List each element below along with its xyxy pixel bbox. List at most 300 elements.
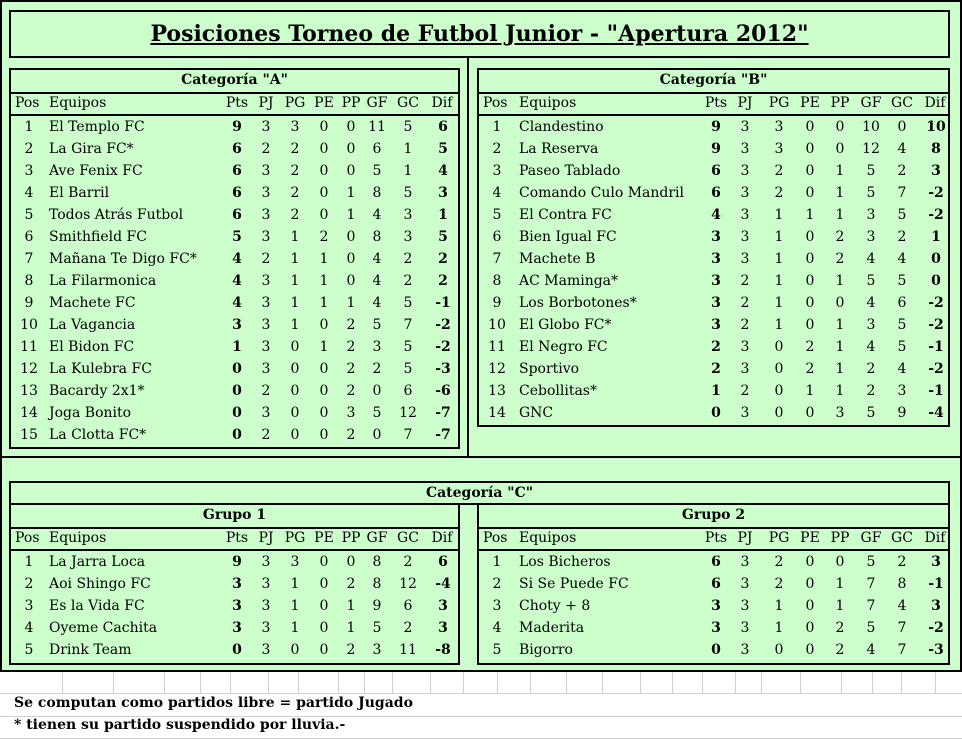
cell-pts: 3 xyxy=(711,251,721,267)
table-row xyxy=(11,336,458,358)
category-b-title: Categoría "B" xyxy=(479,70,948,94)
cell-gf: 2 xyxy=(372,361,382,377)
cell-pos: 11 xyxy=(488,339,506,355)
cell-pos: 1 xyxy=(492,119,502,135)
cell-equipos: La Kulebra FC xyxy=(49,361,152,377)
cell-pos: 10 xyxy=(20,317,38,333)
cell-gf: 12 xyxy=(862,141,880,157)
table-row xyxy=(11,292,458,314)
cell-gf: 4 xyxy=(372,251,382,267)
cell-pts: 6 xyxy=(711,554,721,570)
cell-pj: 3 xyxy=(740,554,750,570)
cell-pe: 1 xyxy=(805,207,815,223)
cell-equipos: Los Bicheros xyxy=(519,554,611,570)
cell-pts: 9 xyxy=(232,554,242,570)
cell-pg: 1 xyxy=(290,620,300,636)
cell-pts: 3 xyxy=(232,576,242,592)
table-row xyxy=(479,204,948,226)
cell-equipos: El Contra FC xyxy=(519,207,612,223)
cell-equipos: El Bidon FC xyxy=(49,339,135,355)
grid-line xyxy=(935,672,936,694)
column-header-pe: PE xyxy=(800,530,820,546)
column-header-dif: Dif xyxy=(431,530,453,546)
cell-pos: 14 xyxy=(20,405,38,421)
column-header-pos: Pos xyxy=(15,530,40,546)
cell-dif: -7 xyxy=(435,405,451,421)
cell-pts: 0 xyxy=(232,361,242,377)
cell-pg: 0 xyxy=(290,383,300,399)
category-a-title: Categoría "A" xyxy=(11,70,458,94)
cell-pj: 3 xyxy=(740,339,750,355)
cell-dif: 3 xyxy=(931,554,941,570)
cell-pe: 0 xyxy=(319,185,329,201)
cell-dif: 3 xyxy=(438,598,448,614)
cell-pe: 0 xyxy=(319,405,329,421)
divider-vertical-ab xyxy=(467,58,469,456)
cell-pg: 0 xyxy=(774,361,784,377)
cell-gf: 4 xyxy=(866,295,876,311)
column-header-equipos: Equipos xyxy=(519,530,577,546)
cell-gc: 5 xyxy=(897,317,907,333)
cell-equipos: Cebollitas* xyxy=(519,383,597,399)
cell-gc: 7 xyxy=(897,185,907,201)
cell-gf: 5 xyxy=(866,554,876,570)
cell-equipos: El Barril xyxy=(49,185,110,201)
cell-dif: 3 xyxy=(931,598,941,614)
grid-line xyxy=(901,672,902,694)
cell-dif: -1 xyxy=(928,339,944,355)
cell-gf: 5 xyxy=(372,405,382,421)
cell-gc: 4 xyxy=(897,361,907,377)
cell-pg: 2 xyxy=(290,207,300,223)
column-header-pg: PG xyxy=(284,530,306,546)
grid-line xyxy=(640,672,641,694)
column-header-pts: Pts xyxy=(704,530,728,546)
cell-gf: 7 xyxy=(866,598,876,614)
cell-equipos: Mañana Te Digo FC* xyxy=(49,251,197,267)
cell-pos: 7 xyxy=(24,251,34,267)
cell-pp: 0 xyxy=(346,251,356,267)
cell-pp: 1 xyxy=(835,598,845,614)
cell-gc: 6 xyxy=(897,295,907,311)
cell-pg: 2 xyxy=(774,163,784,179)
cell-gc: 3 xyxy=(403,229,413,245)
cell-equipos: Comando Culo Mandril xyxy=(519,185,685,201)
cell-pts: 4 xyxy=(232,273,242,289)
cell-pts: 5 xyxy=(232,229,242,245)
cell-pg: 1 xyxy=(290,251,300,267)
cell-pos: 14 xyxy=(488,405,506,421)
cell-pos: 7 xyxy=(492,251,502,267)
cell-gf: 4 xyxy=(866,251,876,267)
cell-pp: 0 xyxy=(835,554,845,570)
cell-gc: 7 xyxy=(897,642,907,658)
cell-pts: 2 xyxy=(711,361,721,377)
cell-pos: 12 xyxy=(20,361,38,377)
cell-pos: 2 xyxy=(492,576,502,592)
table-row xyxy=(479,380,948,402)
cell-pe: 0 xyxy=(319,554,329,570)
table-row xyxy=(11,314,458,336)
cell-equipos: La Reserva xyxy=(519,141,599,157)
cell-pe: 0 xyxy=(319,642,329,658)
cell-gf: 4 xyxy=(372,207,382,223)
cell-equipos: AC Maminga* xyxy=(519,273,619,289)
cell-gf: 5 xyxy=(372,620,382,636)
cell-pe: 0 xyxy=(805,317,815,333)
cell-pp: 2 xyxy=(346,361,356,377)
column-header-gc: GC xyxy=(397,530,419,546)
cell-pj: 3 xyxy=(740,185,750,201)
cell-pg: 2 xyxy=(774,576,784,592)
column-header-pg: PG xyxy=(768,95,790,111)
cell-pts: 0 xyxy=(232,383,242,399)
cell-pts: 4 xyxy=(711,207,721,223)
table-row xyxy=(11,380,458,402)
cell-dif: 10 xyxy=(926,119,946,135)
cell-pe: 0 xyxy=(319,163,329,179)
cell-pts: 3 xyxy=(232,598,242,614)
table-row xyxy=(11,639,458,661)
cell-gc: 5 xyxy=(897,207,907,223)
cell-pj: 3 xyxy=(740,163,750,179)
cell-pos: 3 xyxy=(492,163,502,179)
cell-gc: 2 xyxy=(403,273,413,289)
cell-pg: 1 xyxy=(290,317,300,333)
column-header-row xyxy=(11,527,458,551)
table-row xyxy=(11,116,458,138)
cell-pj: 3 xyxy=(261,405,271,421)
cell-dif: 3 xyxy=(438,620,448,636)
cell-pe: 0 xyxy=(319,207,329,223)
grid-line xyxy=(62,672,63,694)
cell-pp: 2 xyxy=(346,383,356,399)
table-row xyxy=(11,551,458,573)
cell-pts: 3 xyxy=(232,317,242,333)
cell-gf: 11 xyxy=(368,119,386,135)
cell-pj: 3 xyxy=(740,229,750,245)
cell-gf: 8 xyxy=(372,229,382,245)
cell-dif: -2 xyxy=(928,317,944,333)
cell-pp: 1 xyxy=(835,361,845,377)
cell-dif: -2 xyxy=(928,361,944,377)
cell-dif: -1 xyxy=(928,576,944,592)
cell-pos: 9 xyxy=(24,295,34,311)
cell-gc: 2 xyxy=(403,620,413,636)
cell-gf: 2 xyxy=(866,383,876,399)
cell-equipos: Joga Bonito xyxy=(49,405,132,421)
cell-gf: 4 xyxy=(866,642,876,658)
cell-pp: 0 xyxy=(346,229,356,245)
cell-pe: 1 xyxy=(319,251,329,267)
cell-pg: 0 xyxy=(290,339,300,355)
table-row xyxy=(11,573,458,595)
table-row xyxy=(479,292,948,314)
column-header-pe: PE xyxy=(800,95,820,111)
column-header-pj: PJ xyxy=(258,530,274,546)
cell-pp: 0 xyxy=(346,273,356,289)
cell-pts: 0 xyxy=(232,427,242,443)
cell-gf: 0 xyxy=(372,427,382,443)
cell-dif: 3 xyxy=(438,185,448,201)
column-header-pts: Pts xyxy=(225,530,249,546)
table-row xyxy=(11,358,458,380)
cell-gf: 8 xyxy=(372,185,382,201)
cell-pos: 11 xyxy=(20,339,38,355)
cell-pts: 6 xyxy=(232,207,242,223)
cell-pos: 5 xyxy=(24,207,34,223)
cell-equipos: Smithfield FC xyxy=(49,229,147,245)
cell-pts: 4 xyxy=(232,295,242,311)
cell-gc: 2 xyxy=(897,229,907,245)
cell-pe: 0 xyxy=(319,141,329,157)
cell-pj: 3 xyxy=(740,642,750,658)
cell-pos: 2 xyxy=(24,141,34,157)
cell-dif: 5 xyxy=(438,229,448,245)
cell-pts: 0 xyxy=(711,642,721,658)
cell-pg: 2 xyxy=(290,141,300,157)
cell-pp: 1 xyxy=(835,339,845,355)
cell-pp: 1 xyxy=(346,598,356,614)
cell-pg: 0 xyxy=(774,383,784,399)
cell-gc: 2 xyxy=(403,251,413,267)
cell-gc: 5 xyxy=(403,361,413,377)
cell-pe: 0 xyxy=(805,554,815,570)
category-c-title: Categoría "C" xyxy=(425,485,534,501)
column-header-row xyxy=(479,92,948,116)
cell-pp: 1 xyxy=(835,273,845,289)
cell-pp: 1 xyxy=(835,383,845,399)
cell-gc: 2 xyxy=(897,163,907,179)
cell-gf: 4 xyxy=(372,273,382,289)
column-header-dif: Dif xyxy=(924,530,946,546)
column-header-gc: GC xyxy=(891,530,913,546)
cell-equipos: Los Borbotones* xyxy=(519,295,637,311)
cell-gf: 5 xyxy=(866,273,876,289)
column-header-row xyxy=(11,92,458,116)
cell-pos: 1 xyxy=(492,554,502,570)
cell-pe: 0 xyxy=(319,317,329,333)
table-row xyxy=(11,424,458,446)
cell-pe: 0 xyxy=(319,427,329,443)
cell-pj: 3 xyxy=(261,620,271,636)
column-header-pp: PP xyxy=(830,530,850,546)
cell-pts: 6 xyxy=(711,163,721,179)
cell-dif: 0 xyxy=(931,273,941,289)
cell-pos: 8 xyxy=(24,273,34,289)
cell-dif: -2 xyxy=(928,207,944,223)
grid-line xyxy=(497,672,498,694)
cell-pp: 2 xyxy=(346,339,356,355)
table-row xyxy=(479,160,948,182)
column-header-pts: Pts xyxy=(225,95,249,111)
cell-pe: 0 xyxy=(805,119,815,135)
cell-pp: 1 xyxy=(346,295,356,311)
grid-line xyxy=(0,693,962,694)
cell-dif: 6 xyxy=(438,119,448,135)
cell-dif: 0 xyxy=(931,251,941,267)
cell-pj: 3 xyxy=(261,185,271,201)
table-row xyxy=(11,595,458,617)
cell-dif: 1 xyxy=(931,229,941,245)
cell-pg: 0 xyxy=(774,642,784,658)
cell-gc: 5 xyxy=(403,119,413,135)
cell-pos: 1 xyxy=(24,554,34,570)
column-header-gf: GF xyxy=(366,95,388,111)
cell-pg: 0 xyxy=(290,405,300,421)
cell-pj: 3 xyxy=(740,251,750,267)
cell-dif: 3 xyxy=(931,163,941,179)
cell-pj: 3 xyxy=(261,576,271,592)
cell-pg: 0 xyxy=(774,339,784,355)
cell-pp: 2 xyxy=(835,620,845,636)
cell-dif: 1 xyxy=(438,207,448,223)
cell-pos: 5 xyxy=(24,642,34,658)
column-header-pj: PJ xyxy=(258,95,274,111)
cell-gc: 6 xyxy=(403,383,413,399)
cell-equipos: La Jarra Loca xyxy=(49,554,146,570)
cell-equipos: Bacardy 2x1* xyxy=(49,383,145,399)
table-row xyxy=(479,551,948,573)
grid-line xyxy=(735,672,736,694)
cell-pe: 0 xyxy=(805,273,815,289)
cell-pj: 2 xyxy=(261,141,271,157)
column-header-row xyxy=(479,527,948,551)
cell-pj: 2 xyxy=(261,427,271,443)
cell-pp: 2 xyxy=(835,251,845,267)
cell-pe: 1 xyxy=(319,295,329,311)
cell-gc: 1 xyxy=(403,141,413,157)
cell-pts: 3 xyxy=(711,620,721,636)
cell-equipos: Choty + 8 xyxy=(519,598,591,614)
column-header-pj: PJ xyxy=(737,95,753,111)
grid-line xyxy=(200,672,201,694)
cell-pos: 2 xyxy=(492,141,502,157)
cell-gf: 8 xyxy=(372,576,382,592)
cell-dif: -2 xyxy=(435,317,451,333)
table-row xyxy=(479,573,948,595)
cell-pp: 1 xyxy=(346,185,356,201)
grid-line xyxy=(364,672,365,694)
group-1-table xyxy=(9,503,460,665)
cell-gf: 8 xyxy=(372,554,382,570)
cell-pts: 9 xyxy=(711,141,721,157)
grid-line xyxy=(0,738,962,739)
cell-gf: 9 xyxy=(372,598,382,614)
cell-equipos: Ave Fenix FC xyxy=(49,163,143,179)
cell-gf: 5 xyxy=(372,317,382,333)
cell-pj: 3 xyxy=(740,361,750,377)
cell-pj: 3 xyxy=(261,207,271,223)
cell-pj: 3 xyxy=(740,119,750,135)
table-row xyxy=(479,639,948,661)
cell-pos: 5 xyxy=(492,642,502,658)
grid-line xyxy=(800,672,801,694)
cell-pj: 3 xyxy=(261,317,271,333)
cell-gc: 2 xyxy=(403,554,413,570)
table-row xyxy=(479,182,948,204)
cell-pe: 0 xyxy=(805,620,815,636)
cell-dif: 6 xyxy=(438,554,448,570)
cell-pp: 0 xyxy=(835,119,845,135)
cell-pe: 0 xyxy=(805,576,815,592)
table-row xyxy=(11,182,458,204)
cell-pos: 10 xyxy=(488,317,506,333)
cell-dif: -1 xyxy=(435,295,451,311)
cell-pj: 2 xyxy=(261,383,271,399)
cell-pj: 3 xyxy=(261,163,271,179)
table-row xyxy=(11,617,458,639)
cell-pp: 3 xyxy=(346,405,356,421)
cell-pj: 3 xyxy=(740,405,750,421)
cell-gc: 3 xyxy=(403,207,413,223)
cell-dif: -6 xyxy=(435,383,451,399)
group-2-title: Grupo 2 xyxy=(479,505,948,529)
cell-pts: 3 xyxy=(711,273,721,289)
cell-gc: 5 xyxy=(403,185,413,201)
cell-pg: 3 xyxy=(774,119,784,135)
table-row xyxy=(479,617,948,639)
cell-gc: 5 xyxy=(897,339,907,355)
cell-gc: 7 xyxy=(897,620,907,636)
cell-pj: 3 xyxy=(740,620,750,636)
cell-pg: 1 xyxy=(774,273,784,289)
cell-equipos: Drink Team xyxy=(49,642,132,658)
cell-pj: 3 xyxy=(261,295,271,311)
group-2-table xyxy=(477,503,950,665)
cell-pg: 1 xyxy=(774,620,784,636)
table-row xyxy=(479,314,948,336)
table-row xyxy=(11,160,458,182)
cell-pp: 2 xyxy=(346,427,356,443)
cell-pj: 3 xyxy=(261,229,271,245)
grid-line xyxy=(872,672,873,694)
cell-dif: -4 xyxy=(435,576,451,592)
grid-line xyxy=(230,672,231,694)
cell-pj: 3 xyxy=(740,207,750,223)
cell-pg: 0 xyxy=(290,642,300,658)
cell-pp: 0 xyxy=(346,119,356,135)
title-box xyxy=(9,10,950,58)
cell-pts: 6 xyxy=(711,576,721,592)
cell-pos: 12 xyxy=(488,361,506,377)
column-header-gf: GF xyxy=(860,530,882,546)
cell-pe: 0 xyxy=(805,141,815,157)
table-row xyxy=(479,402,948,424)
cell-pj: 3 xyxy=(740,141,750,157)
cell-gf: 7 xyxy=(866,576,876,592)
cell-pg: 1 xyxy=(774,317,784,333)
grid-line xyxy=(702,672,703,694)
grid-line xyxy=(761,672,762,694)
cell-pj: 2 xyxy=(740,273,750,289)
cell-dif: -7 xyxy=(435,427,451,443)
note-libre: Se computan como partidos libre = partido Jugado xyxy=(14,695,413,711)
cell-dif: -2 xyxy=(928,620,944,636)
table-row xyxy=(11,138,458,160)
cell-dif: -2 xyxy=(928,185,944,201)
column-header-dif: Dif xyxy=(924,95,946,111)
cell-pg: 0 xyxy=(290,361,300,377)
column-header-pp: PP xyxy=(341,530,361,546)
cell-gf: 5 xyxy=(866,163,876,179)
cell-pj: 2 xyxy=(261,251,271,267)
grid-line xyxy=(530,672,531,694)
cell-dif: 2 xyxy=(438,251,448,267)
cell-pe: 0 xyxy=(319,598,329,614)
cell-pp: 0 xyxy=(346,554,356,570)
cell-gc: 0 xyxy=(897,119,907,135)
